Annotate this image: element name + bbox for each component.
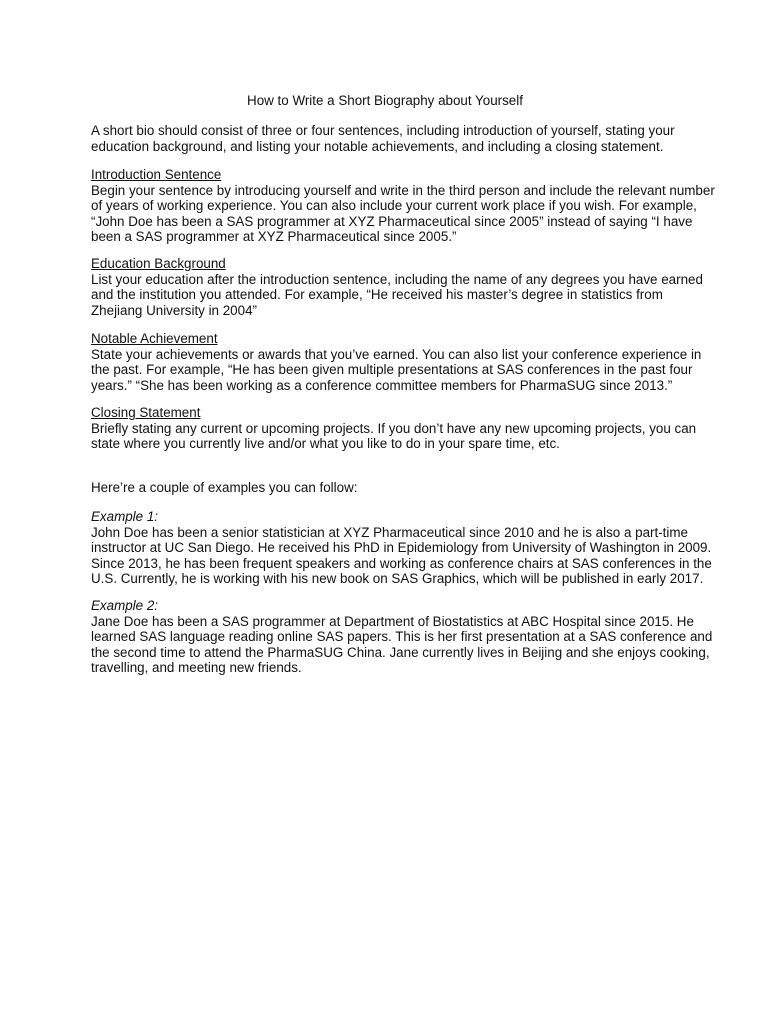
examples-intro (91, 480, 691, 496)
example-label: Example 1: (91, 509, 158, 524)
section-line: the past. For example, “He has been given multiple presentations at SAS conferences in the past four (91, 362, 693, 378)
document-title: How to Write a Short Biography about Yourself (247, 93, 523, 108)
intro-line: A short bio should consist of three or four sentences, including introduction of yourself, stating your (91, 123, 675, 138)
section-line: years.” “She has been working as a conference committee members for PharmaSUG since 2013.” (91, 377, 673, 393)
section-line: State your achievements or awards that you’ve earned. You can also list your conference experience in (91, 346, 702, 362)
section-line: “John Doe has been a SAS programmer at XYZ Pharmaceutical since 2005” instead of saying “I have (91, 213, 693, 229)
section-heading: Education Background (91, 256, 226, 271)
section-line: of years of working experience. You can also include your current work place if you wish. For example, (91, 198, 697, 214)
example-line: Since 2013, he has been frequent speakers and working as conference chairs at SAS conferences in the (91, 555, 712, 571)
example-label: Example 2: (91, 598, 158, 613)
example-2 (91, 598, 713, 676)
section-heading: Introduction Sentence (91, 167, 222, 182)
section-education-background (91, 256, 703, 318)
example-1 (91, 509, 712, 587)
section-line: and the institution you attended. For example, “He received his master’s degree in statistics from (91, 287, 663, 303)
example-line: John Doe has been a senior statistician at XYZ Pharmaceutical since 2010 and he is also a part-time (91, 524, 688, 540)
intro-line: education background, and listing your notable achievements, and including a closing statement. (91, 138, 664, 154)
section-heading: Notable Achievement (91, 331, 218, 346)
example-line: learned SAS language reading online SAS papers. This is her first presentation at a SAS conference and (91, 629, 713, 645)
example-line: the second time to attend the PharmaSUG China. Jane currently lives in Beijing and she enjoys cooking, (91, 644, 710, 660)
section-line: been a SAS programmer at XYZ Pharmaceutical since 2005.” (91, 229, 457, 245)
intro-paragraph (91, 123, 691, 154)
examples-intro-text: Here’re a couple of examples you can follow: (91, 480, 358, 495)
example-line: instructor at UC San Diego. He received his PhD in Epidemiology from University of Washington in 2009. (91, 540, 712, 556)
example-line: Jane Doe has been a SAS programmer at Department of Biostatistics at ABC Hospital since 2015. He (91, 613, 694, 629)
section-heading: Closing Statement (91, 405, 201, 420)
section-line: state where you currently live and/or what you like to do in your spare time, etc. (91, 436, 560, 452)
section-line: List your education after the introduction sentence, including the name of any degrees you have earned (91, 271, 703, 287)
section-line: Zhejiang University in 2004” (91, 302, 257, 318)
section-line: Briefly stating any current or upcoming projects. If you don’t have any new upcoming projects, you can (91, 420, 697, 436)
section-line: Begin your sentence by introducing yourself and write in the third person and include the relevant number (91, 182, 715, 198)
section-closing-statement (91, 405, 697, 452)
example-line: travelling, and meeting new friends. (91, 660, 302, 676)
example-line: U.S. Currently, he is working with his new book on SAS Graphics, which will be published in early 2017. (91, 571, 704, 587)
section-introduction-sentence (91, 167, 715, 245)
section-notable-achievement (91, 331, 702, 393)
